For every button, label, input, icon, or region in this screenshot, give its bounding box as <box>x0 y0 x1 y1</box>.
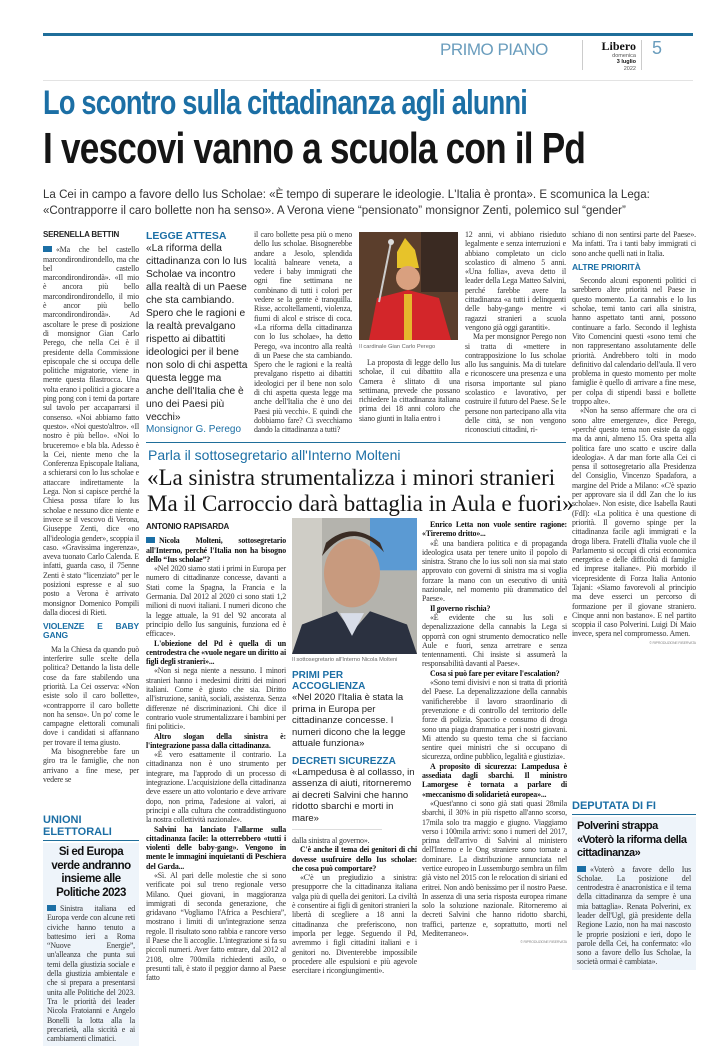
question: Enrico Letta non vuole sentire ragione: «Tireremo dritto»... <box>422 520 567 539</box>
question: Nicola Molteni, sottosegretario all'Interno, perché l'Italia non ha bisogno dello “Ius scholae”? <box>146 536 286 564</box>
interview-kicker: Parla il sottosegretario all'Interno Molteni <box>148 447 401 463</box>
portrait-image <box>292 518 417 654</box>
divider <box>43 80 693 81</box>
interview-column-1 <box>146 522 286 983</box>
photo-caption: Il sottosegretario all'Interno Nicola Molteni <box>292 657 398 663</box>
sidebar-box <box>572 817 696 970</box>
answer: dalla sinistra al governo». <box>292 836 370 845</box>
divider <box>572 814 696 815</box>
answer: «Non si nega niente a nessuno. I minori stranieri hanno i medesimi diritti dei minori italiani. Come è giusto che sia. Diritto all'istruzione, sanità, sociali, assistenza. Senza differenze né discriminazioni. Chi dice il contrario vuole strumentalizzare i bambini per fini politici». <box>146 666 286 732</box>
copyright-notice: © RIPRODUZIONE RISERVATA <box>649 640 696 645</box>
question: Salvini ha lanciato l'allarme sulla cittadinanza facile: la otterrebbero «tutti i violenti delle baby-gang». Vengono in mente le immagini inquietanti di Peschiera del Garda... <box>146 824 286 871</box>
question: C'è anche il tema dei genitori di chi dovesse usufruire dello Ius scholae: che cosa può comportare? <box>292 845 417 873</box>
bullet-square-icon <box>47 905 56 911</box>
year: 2022 <box>623 65 636 72</box>
answer: «Nel 2020 siamo stati i primi in Europa per numero di cittadinanze concesse, davanti a Stati come la Spagna, la Francia e la Germania. Dal 2012 al 2020 ci sono stati 1,2 milioni di nuovi italiani. I numeri dicono che la legge attuale, la 91 del '92 ancorata al principio dello Ius sanguinis, funziona ed è efficace». <box>146 564 286 639</box>
body-text: Ma la Chiesa da quando può interferire sulle scelte della politica? Dettando la lista delle cose da fare stabilendo una priorità. La Cei osserva: «Non esiste solo il caro bollette», «contrapporre il caro bollette non ha senso». Un po' come le campagne elettorali comunali dove i candidati si affannano per trovare il tema giusto. <box>43 644 139 747</box>
quote-text: «Nel 2020 l'Italia è stata la prima in Europa per cittadinanze concesse. I numeri dicono che la legge attuale funziona» <box>292 692 406 749</box>
bullet-square-icon <box>577 866 586 872</box>
body-text: «Non ha senso affermare che ora ci sono altre emergenze», dice Perego, «perché questo tema non esiste da oggi ma da anni, almeno 15. Ora spetta alla politica fare uno scatto e uscire dalla ideologia». A dar man forte alla Cei ci pensa il sottosegretario alla Presidenza del Consiglio, Vincenzo Spadafora, a margine del Pride a Milano: «C'è spazio per approvare sia il ddl Zan che lo ius scholae». Non esiste, dice Isabella Rauti (FdI): «La politica è una questione di priorità. Il governo spinge per la cittadinanza facile agli immigrati e la droga libera. Fratelli d'Italia vuole che il Parlamento si occupi di crisi economica energetica e delle difficoltà di famiglie ed imprese italiane». Più morbido il vicepresidente di Forza Italia Antonio Tajani: «Siamo favorevoli al principio ma deve esserci un percorso di formazione per il giovane straniero. Cinque anni non bastano». E nel partito scoppia il caso Polverini. Luigi Di Maio invece, spera nel compromesso. Amen. <box>572 406 696 639</box>
quote-text: «Lampedusa è al collasso, in assenza di aiuti, ritorneremo ai decreti Salvini che hanno ridotto sbarchi e morti in mare» <box>292 766 415 824</box>
body-text: Sinistra italiana ed Europa verde con alcune reti civiche hanno tenuto a battesimo ieri a Roma “Nuove Energie”, un'alleanza che punta sui temi della giustizia sociale e della giustizia ambientale e che si prepara a presentarsi unita alle Politiche del 2023. Tra le priorità dei leader Nicola Fratoianni e Angelo Bonelli la lotta alla la precarietà, alla siccità e ai cambiamenti climatici. <box>47 904 135 1044</box>
photo-caption: Il cardinale Gian Carlo Perego <box>359 344 436 350</box>
sidebar-box-right <box>572 800 696 970</box>
article-kicker: Lo scontro sulla cittadinanza agli alunni <box>43 84 528 122</box>
weekday: domenica <box>612 53 636 59</box>
bullet-square-icon <box>146 537 155 543</box>
subheading: VIOLENZE E BABY GANG <box>43 621 139 641</box>
box-label: DEPUTATA DI FI <box>572 800 656 812</box>
divider <box>641 40 642 70</box>
issue-date <box>596 53 636 72</box>
body-text: «Ma che bel castello marcondirondirondello, ma che bel castello marcondirondirondà». «Il mio è ancora più bello marcondirondirondello, il mio è ancor più bello marcondirondirondà». Ad ascoltare le prese di posizione di monsignor Gian Carlo Perego, che nella Cei è il presidente della Commissione episcopale che si occupa delle politiche migratorie, viene in mente questa filastrocca. Una volta erano i politici a giocare a ping pong con i temi da portare sul tavolo per accaparrarsi il consenso. «Noi abbiamo fatto questo». «Noi questo'altro». «Il nostro è più bello». «Noi lo bruceremo» e bla bla. Adesso è la Cei, niente meno che la Conferenza Episcopale Italiana, a schierarsi con lo Ius scholae e attaccare indirettamente la Lega. Non si capisce perché la Chiesa possa tifare lo Ius scholae e nessuno dice niente e invece se il vescovo di Verona, Giuseppe Zenti, dice «no all'ideologia gender», scoppia il caso. «Gravissima ingerenza», aveva tuonato Carlo Calenda. E infatti, guarda caso, il 75enne Zenti è stato “licenziato” per le posizioni espresse e al suo posto a Verona è arrivato monsignor Domenico Pompili dalla diocesi di Rieti. <box>43 245 139 617</box>
photo-perego <box>359 232 458 340</box>
body-text: schiano di non sentirsi parte del Paese». Ma infatti. Tra i tanti baby immigrati ci sono anche quelli nati in Italia. <box>572 230 696 258</box>
body-text: «Voterò a favore dello Ius Scholae. La posizione del centrodestra è anacronistica e il tema della cittadinanza da sempre è una mia battaglia». Renata Polverini, ex leader dell'Ugl, già presidente della Regione Lazio, non ha mai nascosto le proprie posizioni e ieri, dopo le parole della Cei, ha confermato: «Io sono a favore dello Ius Scholae, la società ormai è cambiata». <box>577 864 691 967</box>
bullet-square-icon <box>43 246 52 252</box>
date: 3 luglio <box>616 59 636 66</box>
question: Il governo rischia? <box>430 603 491 613</box>
box-label: UNIONI ELETTORALI <box>43 814 112 838</box>
author-byline: SERENELLA BETTIN <box>43 230 120 239</box>
body-text: La proposta di legge dello Ius scholae, il cui dibattito alla Camera è slittato di una settimana, prevede che possano richiedere la cittadinanza italiana prima dei 18 anni coloro che siano giunti in Italia entro i <box>359 358 460 423</box>
answer: «Sì. Al pari delle molestie che si sono verificate poi sul treno regionale verso Milano. Quei giovani, in maggioranza immigrati di seconda generazione, che gridavano “Vogliamo l'Africa a Peschiera”, mostrano i limiti di un'integrazione senza regole. Il risultato sono rabbia e rancore verso il Paese che li accoglie. L'integrazione si fa su piccoli numeri. Aver fatto entrare, dal 2012 al 2108, oltre 700mila richiedenti asilo, o presunti tali, è stato il peggior danno al Paese fatto <box>146 870 286 983</box>
quote-title: DECRETI SICUREZZA <box>292 755 396 767</box>
box-title: Si ed Europa verde andranno insieme alle Politiche 2023 <box>51 846 131 899</box>
quote-title: PRIMI PER ACCOGLIENZA <box>292 670 366 692</box>
question: Cosa si può fare per evitare l'escalation? <box>430 668 560 678</box>
headline-line-1: «La sinistra strumentalizza i minori stranieri <box>147 465 556 490</box>
pull-quote-text: «La riforma della cittadinanza con lo Ius Scholae va incontro alla realtà di un Paese che sta cambiando. Spero che le ragioni e la realtà prevalgano rispetto ai dibattiti ideologici per il bene non solo di chi aspetta questa legge ma anche dell'Italia che è uno dei Paesi più vecchi» <box>146 243 248 423</box>
interview-headline <box>147 465 574 517</box>
article-column-5 <box>465 230 566 435</box>
sidebar-quotes <box>292 670 417 830</box>
pull-quote-signature: Monsignor G. Perego <box>146 424 242 435</box>
body-text: Secondo alcuni esponenti politici ci sarebbero altre priorità nel Paese in questo momento. La cannabis e lo Ius scholae, temi tanto cari alla sinistra, hanno aspettato tanti anni, possono continuare a farlo. Secondo il leghista Vito Comencini questi «sono temi che non rappresentano assolutamente delle priorità. Andrebbero tolti in modo definitivo dal calendario dell'aula. Il vero problema in questo momento per molte famiglie è quello di arrivare a fine mese, per colpa di stipendi bassi e bollette troppo alte». <box>572 276 696 407</box>
box-body <box>577 865 691 967</box>
pull-quote <box>146 230 250 435</box>
article-column-4 <box>359 358 460 423</box>
answer: «È una bandiera politica e di propaganda ideologica usata per tenere unito il popolo di sinistra. Strano che lo ius soli non sia mai stato approvato con governi di sinistra ma si voglia forzare la mano con un esecutivo di unità nazionale, nel momento più drammatico del Paese». <box>422 538 567 604</box>
question: Altro slogan della sinistra è: l'integrazione passa dalla cittadinanza. <box>146 731 286 750</box>
answer: «C'è un pregiudizio a sinistra: presupporre che la cittadinanza italiana valga più di quella dei genitori. La civiltà è consentire ai figli di genitori stranieri la libertà di scegliere a 18 anni la cittadinanza che preferiscono, non imporla per legge. Seguendo il Pd, avremmo i figli cittadini italiani e i genitori no. Diventerebbe impossibile procedere alle espulsioni e più agevole esercitare i ricongiungimenti». <box>292 873 417 976</box>
author-byline: ANTONIO RAPISARDA <box>146 522 230 531</box>
photo-molteni <box>292 518 417 654</box>
sidebar-box-left <box>43 814 139 1046</box>
answer: «È vero esattamente il contrario. La cittadinanza non è uno strumento per integrare, ma l'approdo di un processo di integrazione. L'acquisizione della cittadinanza deve essere un atto volontario e deve arrivare dopo, non prima, l'adesione ai valori, ai principi e alla cultura che contraddistinguono la nostra collettività nazionale». <box>146 750 286 825</box>
answer: «Sono temi divisivi e non si tratta di priorità del Paese. La depenalizzazione della cannabis vanificherebbe il lavoro straordinario di prevenzione e di controllo del territorio delle forze di polizia. Spaccio e consumo di droga sono una piaga drammatica per i nostri giovani. Mi attendo su questo tema che si facciano sentire quei ministri che si occupano di sicurezza, ordine pubblico, legalità e giustizia». <box>422 678 567 762</box>
answer: «Quest'anno ci sono già stati quasi 28mila sbarchi, il 30% in più rispetto all'anno scorso, 17mila solo tra maggio e giugno. Viaggiamo verso i 100mila arrivi: sono i numeri del 2017, prima dell'arrivo di Salvini al ministero dell'Interno e le Ong straniere sono tornate a dominare. La distribuzione annunciata nel vertice europeo in Lussemburgo sembra un film già visto nel 2015 con le relocation di siriani ed eritrei. Non andò benissimo per il nostro Paese. In assenza di una seria risposta europea rimane solo la soluzione nazionale. Ritorneremo ai decreti Salvini che hanno ridotto sbarchi, traffici, partenze e, soprattutto, morti nel Mediterraneo». <box>422 798 567 939</box>
section-rule <box>146 442 566 443</box>
body-text: 12 anni, vi abbiano risieduto legalmente e senza interruzioni e abbiano completato un ciclo scolastico di almeno 5 anni. «Una follia», aveva detto il leader della Lega Matteo Salvini, perché farebbe avere la cittadinanza «a tutti i delinquenti delle baby-gang» mentre «i ragazzi stranieri a scuola vengono già oggi garantiti». <box>465 230 566 332</box>
article-column-3 <box>254 230 352 435</box>
body-text: il caro bollette pesa più o meno dello Ius scholae. Bisognerebbe andare a Jesolo, splendida località balneare veneta, a vedere i baby immigrati che ogni fine settimana ne combinano di tutti i colori per vedere se la gente è tranquilla. Risse, accoltellamenti, violenza, fiumi di alcol e strisce di coca. «La riforma della cittadinanza con lo Ius scholae», ha detto Perego, «va incontro alla realtà di un Paese che sta cambiando. Spero che le ragioni e la realtà prevalgano rispetto ai dibattiti ideologici per il bene non solo di chi aspetta questa legge ma anche dell'Italia che è uno dei Paesi più vecchi». E quindi che dobbiamo fare? Ci svecchiamo dando la cittadinanza a tutti? <box>254 230 352 435</box>
question: A proposito di sicurezza: Lampedusa è assediata dagli sbarchi. Il ministro Lamorgese è tornata a parlare di «meccanismo di solidarietà europea»... <box>422 761 567 799</box>
copyright-notice: © RIPRODUZIONE RISERVATA <box>520 940 567 945</box>
question: L'obiezione del Pd è quella di un centrodestra che «vuole negare un diritto ai figli degli stranieri»... <box>146 638 286 667</box>
article-headline: I vescovi vanno a scuola con il Pd <box>43 124 586 173</box>
box-body <box>47 904 135 1043</box>
subheading: ALTRE PRIORITÀ <box>572 261 641 272</box>
sidebar-box <box>43 843 139 1046</box>
top-rule <box>43 33 693 36</box>
divider <box>292 829 382 830</box>
body-text: Ma per monsignor Perego non si tratta di «mettere in contrapposizione lo Ius scholae allo Ius sanguinis. Ma di tutelare e riconoscere una presenza e una risorsa importante sul piano scolastico e lavorativo, per costruire il futuro del Paese. Se le persone non partecipano alla vita delle città, se non vengono riconosciuti cittadini, ri- <box>465 332 566 435</box>
page-number: 5 <box>652 38 663 58</box>
body-text: Ma bisognerebbe fare un giro tra le famiglie, che non arrivano a fine mese, per vedere se <box>43 747 139 784</box>
box-title: Polverini strappa «Voterò la riforma della cittadinanza» <box>577 820 687 859</box>
answer: «È evidente che su Ius soli e depenalizzazione della cannabis la Lega si opporrà con ogni strumento democratico nelle Aule e fuori, senza arretrare e senza tentennamenti. Chi insiste si assumerà la responsabilità davanti al Paese». <box>422 612 567 669</box>
bishop-portrait-image <box>359 232 458 340</box>
divider <box>43 840 139 841</box>
section-label: PRIMO PIANO <box>440 40 548 59</box>
article-column-1 <box>43 230 139 784</box>
article-column-6 <box>572 230 696 648</box>
interview-column-3 <box>422 520 567 948</box>
pull-quote-title: LEGGE ATTESA <box>146 230 227 242</box>
divider <box>582 40 583 70</box>
headline-line-2: Ma il Carroccio darà battaglia in Aula e fuori» <box>147 491 574 516</box>
interview-column-2 <box>292 836 417 975</box>
newspaper-logo: Libero <box>601 39 636 53</box>
article-summary: La Cei in campo a favore dello Ius Scholae: «È tempo di superare le ideologie. L'Italia è pronta». E scomunica la Lega: «Contrapporre il caro bollette non ha senso». A Verona viene “pensionato” monsignor Zenti, polemico sul “gender” <box>43 187 650 217</box>
